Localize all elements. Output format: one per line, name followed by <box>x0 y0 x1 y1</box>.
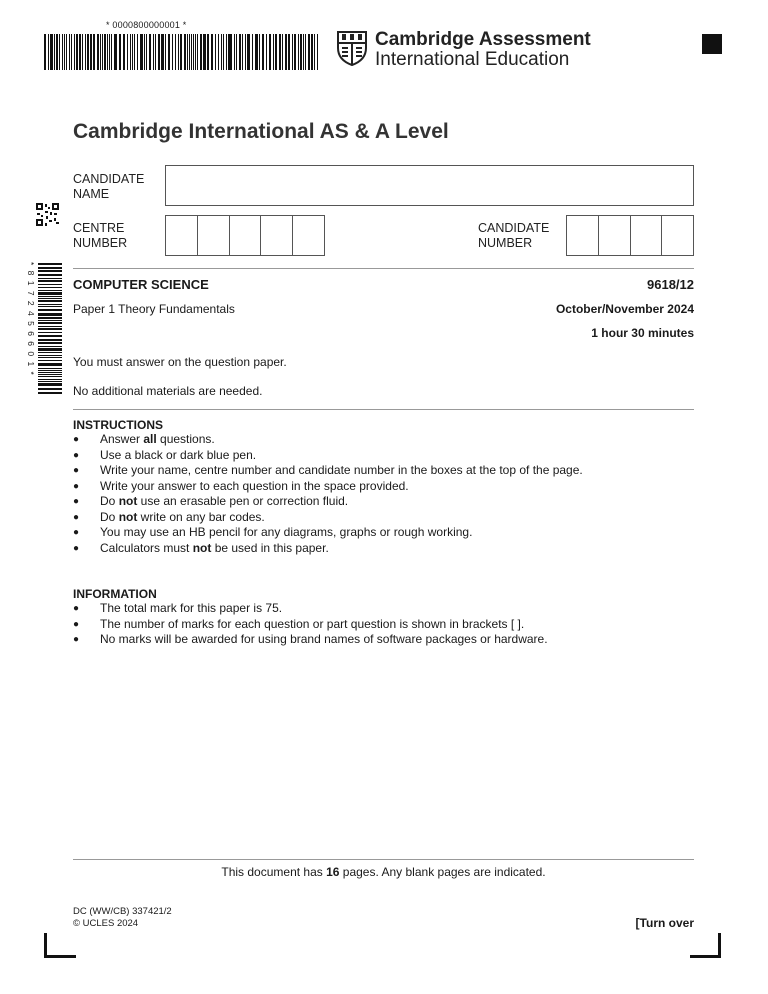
barcode-bar <box>38 268 62 269</box>
barcode-bar <box>90 34 92 70</box>
instructions-list <box>73 432 694 556</box>
barcode-bar <box>305 34 306 70</box>
barcode-bar <box>158 34 160 70</box>
digit-cell[interactable] <box>293 216 324 255</box>
barcode-bar <box>207 34 209 70</box>
instruction-item <box>73 479 694 495</box>
barcode-bar <box>38 290 62 292</box>
divider <box>73 409 694 410</box>
barcode-bar <box>149 34 151 70</box>
instruction-item <box>73 432 694 448</box>
barcode-bar <box>236 34 238 70</box>
barcode-bar <box>228 34 229 70</box>
barcode-bar <box>48 34 49 70</box>
barcode-bar <box>279 34 281 70</box>
header-barcode <box>44 34 320 70</box>
barcode-bar <box>38 376 62 377</box>
instruction-text: all <box>143 432 157 446</box>
divider <box>73 859 694 860</box>
barcode-bar <box>123 34 125 70</box>
digit-cell[interactable] <box>198 216 230 255</box>
label-line: CANDIDATE <box>478 221 550 235</box>
barcode-bar <box>64 34 66 70</box>
instruction-text: write on any bar codes. <box>137 509 265 524</box>
barcode-bar <box>38 304 62 305</box>
barcode-bar <box>38 374 62 375</box>
qr-code-icon <box>35 202 60 227</box>
barcode-bar <box>38 274 62 277</box>
barcode-bar <box>38 320 62 321</box>
barcode-bar <box>38 335 62 338</box>
barcode-bar <box>38 388 62 391</box>
barcode-bar <box>282 34 284 70</box>
barcode-bar <box>132 34 133 70</box>
barcode-bar <box>140 34 142 70</box>
instructions-section <box>73 418 694 556</box>
instruction-text: use an erasable pen or correction fluid. <box>137 494 349 508</box>
turn-over: [Turn over <box>635 916 694 930</box>
barcode-bar <box>189 34 190 70</box>
barcode-bar <box>127 34 129 70</box>
barcode-bar <box>38 339 62 341</box>
instruction-text: questions. <box>156 432 215 446</box>
instruction-item <box>73 494 694 510</box>
page-count-post: pages. Any blank pages are indicated. <box>339 865 546 879</box>
answer-note: You must answer on the question paper. <box>73 355 287 369</box>
barcode-bar <box>275 34 277 70</box>
barcode-bar <box>226 34 227 70</box>
instruction-item <box>73 448 694 464</box>
barcode-bar <box>262 34 264 70</box>
instruction-text: Answer <box>100 432 144 446</box>
corner-mark-right <box>690 955 721 958</box>
barcode-bar <box>200 34 202 70</box>
barcode-bar <box>204 34 206 70</box>
barcode-bar <box>195 34 197 70</box>
barcode-bar <box>44 34 46 70</box>
information-item: ● No marks will be awarded for using brand names of software packages or hardware. <box>73 632 694 648</box>
barcode-bar <box>38 263 62 265</box>
exam-duration: 1 hour 30 minutes <box>591 326 694 340</box>
instruction-item <box>73 541 694 557</box>
barcode-bar <box>38 298 62 299</box>
barcode-bar <box>266 34 268 70</box>
registration-mark <box>702 34 722 54</box>
barcode-bar <box>76 34 78 70</box>
barcode-bar <box>311 34 313 70</box>
barcode-bar <box>71 34 72 70</box>
barcode-bar <box>79 34 81 70</box>
barcode-bar <box>191 34 192 70</box>
instruction-item <box>73 510 694 526</box>
barcode-bar <box>38 284 62 285</box>
barcode-bar <box>50 34 52 70</box>
side-barcode-text-wrap <box>25 262 37 398</box>
barcode-bar <box>218 34 220 70</box>
barcode-bar <box>104 34 106 70</box>
instruction-text: Write your name, centre number and candidate number in the boxes at the top of the page. <box>100 463 583 477</box>
barcode-bar <box>234 34 235 70</box>
barcode-bar <box>247 34 249 70</box>
label-line: NAME <box>73 187 110 201</box>
barcode-bar <box>38 278 62 279</box>
barcode-bar <box>38 379 62 380</box>
instruction-text: be used in this paper. <box>211 540 329 555</box>
barcode-bar <box>175 34 176 70</box>
barcode-bar <box>100 34 101 70</box>
label-line: NUMBER <box>73 236 128 250</box>
candidate-number-label <box>478 221 549 251</box>
barcode-bar <box>314 34 315 70</box>
barcode-bar <box>300 34 302 70</box>
barcode-bar <box>288 34 290 70</box>
barcode-bar <box>38 383 62 386</box>
barcode-bar <box>144 34 146 70</box>
instruction-text: Use a black or dark blue pen. <box>100 447 257 462</box>
barcode-bar <box>239 34 241 70</box>
barcode-bar <box>38 357 62 358</box>
digit-cell[interactable] <box>631 216 663 255</box>
barcode-bar <box>38 328 62 330</box>
instruction-text: Write your answer to each question in the space provided. <box>100 478 409 493</box>
barcode-bar <box>298 34 300 70</box>
barcode-bar <box>38 381 62 382</box>
barcode-bar <box>273 34 274 70</box>
barcode-bar <box>153 34 155 70</box>
barcode-bar <box>38 332 62 333</box>
instruction-text: not <box>118 509 138 524</box>
barcode-bar <box>62 34 63 70</box>
barcode-bar <box>211 34 213 70</box>
barcode-bar <box>38 392 62 394</box>
barcode-bar <box>221 34 222 70</box>
instruction-text: not <box>192 540 212 555</box>
digit-cell[interactable] <box>599 216 631 255</box>
barcode-bar <box>134 34 136 70</box>
barcode-bar <box>69 34 70 70</box>
footer-reference <box>73 906 172 930</box>
barcode-bar <box>66 34 67 70</box>
barcode-bar <box>59 34 60 70</box>
barcode-number: * 0000800000001 * <box>106 20 187 30</box>
page-count-number: 16 <box>326 865 340 879</box>
page-count-note <box>73 865 694 879</box>
copyright: © UCLES 2024 <box>73 918 139 929</box>
barcode-bar <box>308 34 310 70</box>
barcode-bar <box>38 306 62 308</box>
barcode-bar <box>114 34 116 70</box>
barcode-bar <box>130 34 131 70</box>
barcode-bar <box>245 34 247 70</box>
barcode-bar <box>38 300 62 302</box>
barcode-bar <box>303 34 304 70</box>
document-ref: DC (WW/CB) 337421/2 <box>73 906 172 917</box>
barcode-bar <box>259 34 261 70</box>
barcode-bar <box>119 34 121 70</box>
barcode-bar <box>137 34 138 70</box>
barcode-bar <box>294 34 296 70</box>
barcode-bar <box>74 34 75 70</box>
instruction-item <box>73 525 694 541</box>
information-heading: INFORMATION <box>73 587 157 601</box>
label-line: CENTRE <box>73 221 125 235</box>
digit-cell[interactable] <box>261 216 293 255</box>
barcode-bar <box>178 34 179 70</box>
logo-text <box>375 30 591 70</box>
instruction-text: Do <box>100 509 119 524</box>
barcode-bar <box>107 34 108 70</box>
barcode-bar <box>38 287 62 288</box>
barcode-bar <box>38 326 62 327</box>
barcode-bar <box>87 34 89 70</box>
barcode-bar <box>252 34 254 70</box>
information-list <box>73 601 694 648</box>
page-title: Cambridge International AS & A Level <box>73 120 449 143</box>
barcode-bar <box>184 34 186 70</box>
barcode-bar <box>38 355 62 356</box>
barcode-bar <box>38 313 62 316</box>
paper-code: 9618/12 <box>647 277 694 292</box>
barcode-bar <box>93 34 95 70</box>
barcode-bar <box>38 267 62 268</box>
instructions-heading: INSTRUCTIONS <box>73 418 163 432</box>
instruction-text: Calculators must <box>100 540 193 555</box>
barcode-bar <box>215 34 216 70</box>
barcode-bar <box>193 34 194 70</box>
barcode-bar <box>197 34 198 70</box>
barcode-bar <box>146 34 147 70</box>
instruction-text: not <box>118 494 138 508</box>
candidate-number-boxes[interactable] <box>566 215 694 256</box>
information-item: ● The total mark for this paper is 75. <box>73 601 694 617</box>
barcode-bar <box>155 34 156 70</box>
barcode-bar <box>111 34 112 70</box>
barcode-bar <box>38 280 62 282</box>
centre-number-boxes[interactable] <box>165 215 325 256</box>
barcode-bar <box>203 34 204 70</box>
digit-cell[interactable] <box>567 216 599 255</box>
barcode-bar <box>102 34 103 70</box>
barcode-bar <box>38 292 62 295</box>
barcode-bar <box>54 34 55 70</box>
barcode-bar <box>56 34 58 70</box>
barcode-bar <box>187 34 189 70</box>
barcode-bar <box>38 296 62 298</box>
barcode-bar <box>168 34 170 70</box>
label-line: CANDIDATE <box>73 172 145 186</box>
instruction-text: Do <box>100 494 119 508</box>
barcode-bar <box>161 34 163 70</box>
side-barcode-text: * 8 1 7 2 4 5 6 6 0 1 * <box>26 262 36 377</box>
digit-cell[interactable] <box>166 216 198 255</box>
label-line: NUMBER <box>478 236 533 250</box>
barcode-bar <box>38 360 62 361</box>
materials-note: No additional materials are needed. <box>73 384 263 398</box>
barcode-bar <box>82 34 84 70</box>
barcode-bar <box>38 372 62 373</box>
side-barcode <box>38 263 62 396</box>
barcode-bar <box>38 346 62 347</box>
barcode-bar <box>38 270 62 272</box>
candidate-name-box[interactable] <box>165 165 694 206</box>
barcode-bar <box>38 363 62 366</box>
barcode-bar <box>255 34 257 70</box>
instruction-item <box>73 463 694 479</box>
divider <box>73 268 694 269</box>
logo-line2: International Education <box>375 49 570 70</box>
digit-cell[interactable] <box>230 216 262 255</box>
barcode-bar <box>38 368 62 370</box>
barcode-bar <box>38 370 62 371</box>
barcode-bar <box>97 34 99 70</box>
page-count-pre: This document has <box>221 865 327 879</box>
barcode-bar <box>38 348 62 351</box>
barcode-bar <box>109 34 111 70</box>
information-section <box>73 587 694 648</box>
information-item: ● The number of marks for each question or part question is shown in brackets [ ]. <box>73 617 694 633</box>
logo-line1: Cambridge Assessment <box>375 29 591 50</box>
barcode-bar <box>172 34 173 70</box>
instruction-text: You may use an HB pencil for any diagrams, graphs or rough working. <box>100 525 473 539</box>
barcode-bar <box>85 34 86 70</box>
barcode-bar <box>229 34 231 70</box>
paper-name: Paper 1 Theory Fundamentals <box>73 302 235 316</box>
barcode-bar <box>223 34 224 70</box>
barcode-bar <box>38 322 62 325</box>
barcode-bar <box>242 34 243 70</box>
barcode-bar <box>165 34 167 70</box>
digit-cell[interactable] <box>662 216 693 255</box>
centre-number-label <box>73 221 127 251</box>
barcode-bar <box>180 34 182 70</box>
barcode-bar <box>269 34 271 70</box>
barcode-bar <box>38 309 62 311</box>
barcode-bar <box>317 34 318 70</box>
barcode-bar <box>38 342 62 344</box>
corner-mark-left <box>44 955 76 958</box>
cambridge-crest-icon <box>336 30 368 66</box>
subject-name: COMPUTER SCIENCE <box>73 277 209 292</box>
barcode-bar <box>38 352 62 353</box>
exam-session: October/November 2024 <box>555 302 694 316</box>
candidate-name-label <box>73 172 144 202</box>
barcode-bar <box>38 317 62 320</box>
barcode-bar <box>285 34 287 70</box>
barcode-bar <box>292 34 293 70</box>
